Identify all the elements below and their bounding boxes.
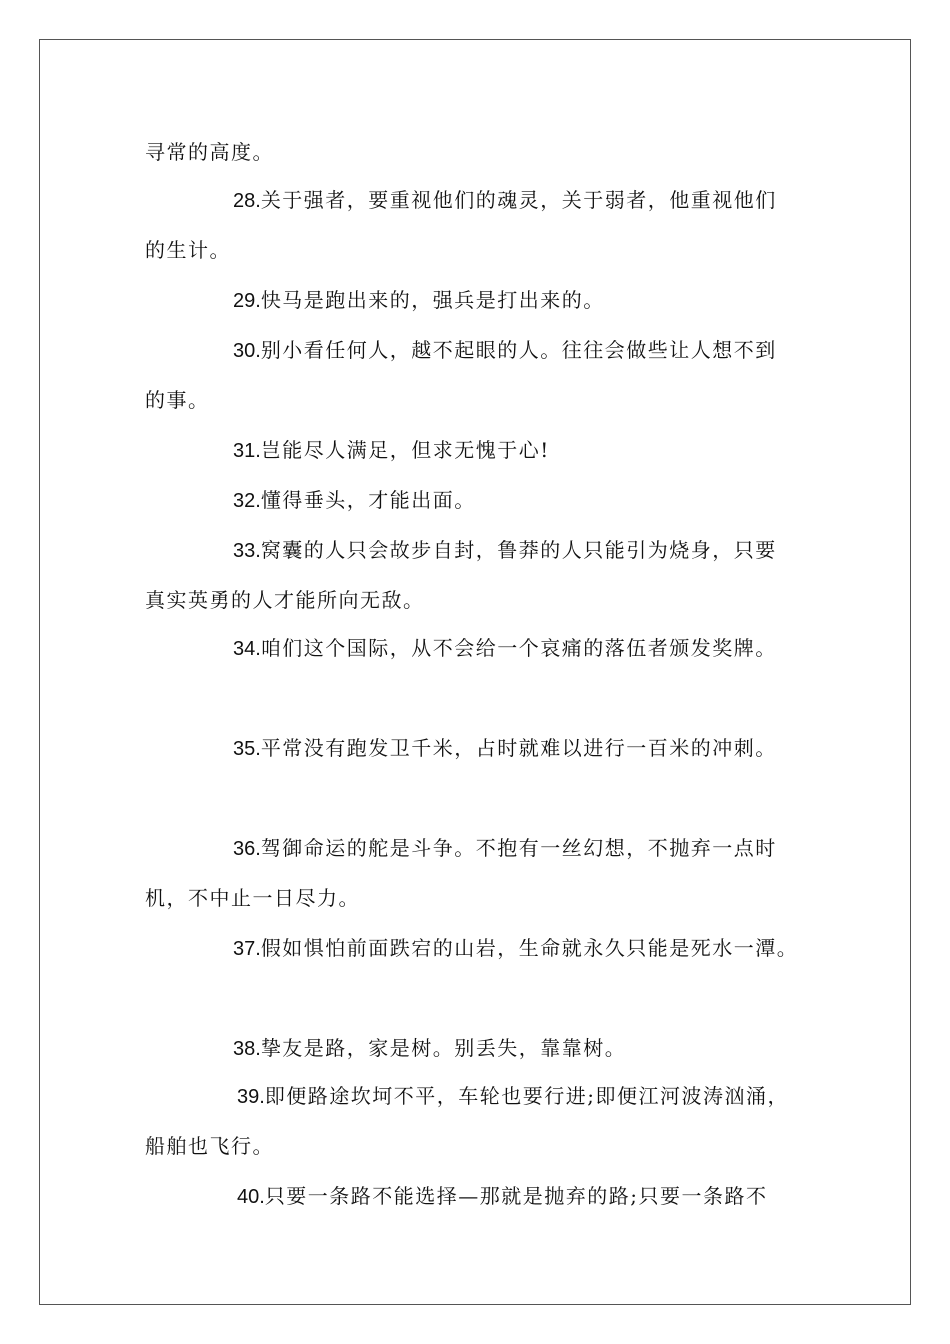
line-text: 机，不中止一日尽力。 bbox=[145, 886, 360, 910]
text-line bbox=[145, 238, 231, 262]
list-item bbox=[233, 438, 550, 463]
item-number: 32. bbox=[233, 490, 261, 512]
item-text: 窝囊的人只会故步自封，鲁莽的人只能引为烧身，只要 bbox=[260, 538, 777, 562]
item-number: 36. bbox=[233, 838, 261, 860]
list-item bbox=[233, 338, 777, 363]
list-item bbox=[233, 936, 798, 961]
list-item bbox=[233, 836, 777, 861]
item-text: 关于强者，要重视他们的魂灵，关于弱者，他重视他们 bbox=[260, 188, 777, 212]
item-text: 别小看任何人，越不起眼的人。往往会做些让人想不到 bbox=[260, 338, 777, 362]
line-text: 真实英勇的人才能所向无敌。 bbox=[145, 588, 425, 612]
text-line bbox=[145, 388, 210, 412]
line-text: 寻常的高度。 bbox=[145, 140, 274, 164]
list-item bbox=[233, 188, 777, 213]
item-text: 假如惧怕前面跌宕的山岩，生命就永久只能是死水一潭。 bbox=[260, 936, 799, 960]
text-line bbox=[145, 886, 360, 910]
item-number: 38. bbox=[233, 1038, 261, 1060]
list-item bbox=[233, 636, 777, 661]
item-text: 咱们这个国际，从不会给一个哀痛的落伍者颁发奖牌。 bbox=[260, 636, 777, 660]
item-text: 懂得垂头，才能出面。 bbox=[260, 488, 476, 512]
item-number: 33. bbox=[233, 540, 261, 562]
item-number: 34. bbox=[233, 638, 261, 660]
list-item bbox=[233, 538, 777, 563]
text-line bbox=[145, 588, 425, 612]
item-number: 35. bbox=[233, 738, 261, 760]
line-text: 的事。 bbox=[145, 388, 210, 412]
item-number: 29. bbox=[233, 290, 261, 312]
item-text: 平常没有跑发卫千米，占时就难以进行一百米的冲刺。 bbox=[260, 736, 777, 760]
item-text: 只要一条路不能选择—那就是抛弃的路;只要一条路不 bbox=[264, 1184, 768, 1208]
list-item bbox=[233, 1036, 626, 1061]
line-text: 船舶也飞行。 bbox=[145, 1134, 274, 1158]
list-item bbox=[233, 736, 777, 761]
item-text: 快马是跑出来的，强兵是打出来的。 bbox=[260, 288, 605, 312]
item-text: 驾御命运的舵是斗争。不抱有一丝幻想，不抛弃一点时 bbox=[260, 836, 777, 860]
text-line bbox=[145, 140, 274, 164]
item-number: 30. bbox=[233, 340, 261, 362]
text-line bbox=[145, 1134, 274, 1158]
line-text: 的生计。 bbox=[145, 238, 231, 262]
item-number: 40. bbox=[237, 1186, 265, 1208]
item-number: 39. bbox=[237, 1086, 265, 1108]
list-item bbox=[233, 288, 605, 313]
item-number: 37. bbox=[233, 938, 261, 960]
list-item bbox=[237, 1084, 789, 1109]
item-number: 28. bbox=[233, 190, 261, 212]
item-text: 即便路途坎坷不平，车轮也要行进;即便江河波涛汹涌， bbox=[264, 1084, 790, 1108]
item-text: 岂能尽人满足，但求无愧于心! bbox=[260, 438, 550, 462]
item-text: 挚友是路，家是树。别丢失，靠靠树。 bbox=[260, 1036, 627, 1060]
list-item bbox=[233, 488, 476, 513]
item-number: 31. bbox=[233, 440, 261, 462]
page-border bbox=[39, 39, 911, 1305]
list-item bbox=[237, 1184, 768, 1209]
